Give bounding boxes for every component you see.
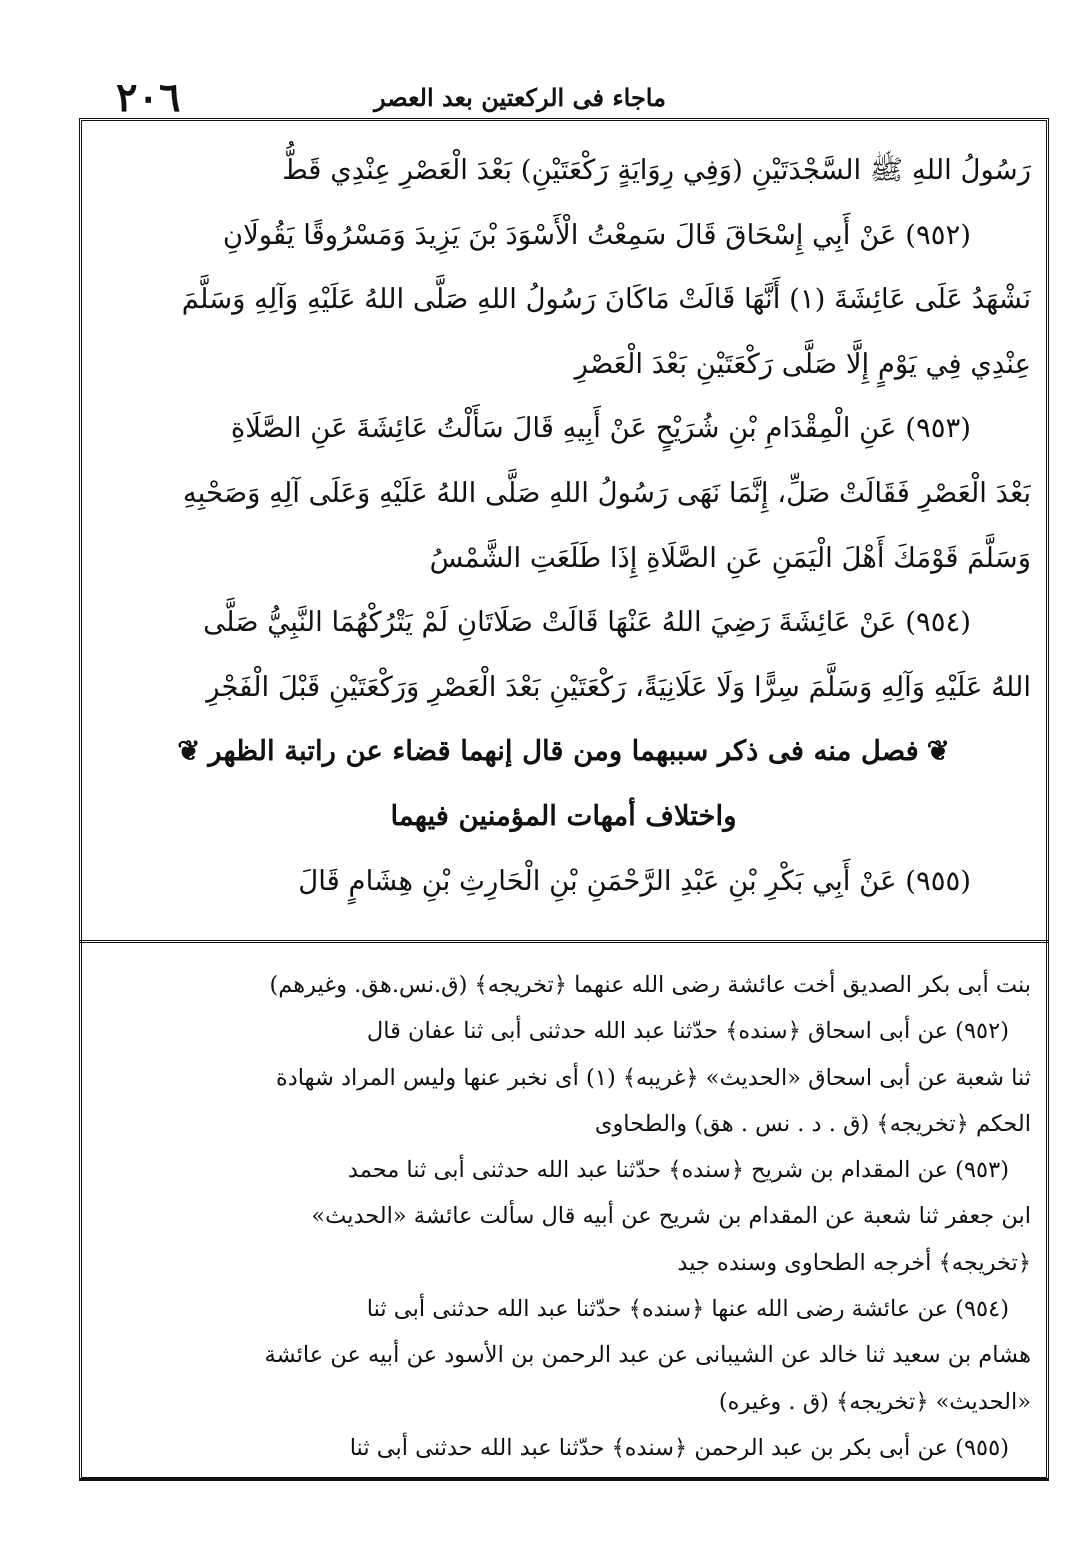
main-line-3: نَشْهَدُ عَلَى عَائِشَةَ (١) أَنَّهَا قَالَتْ مَاكَانَ رَسُولُ اللهِ صَلَّى اللهُ عَلَيْهِ وَآلِهِ وَسَلَّمَ xyxy=(181,283,1031,316)
note-line-1: بنت أبى بكر الصديق أخت عائشة رضى الله عنهما ﴿تخريجه﴾ (ق.نس.هق. وغيرهم) xyxy=(269,972,1031,998)
note-line-9: هشام بن سعيد ثنا خالد عن الشيبانى عن عبد الرحمن بن الأسود عن أبيه عن عائشة xyxy=(264,1342,1031,1369)
note-954: (٩٥٤) عن عائشة رضى الله عنها ﴿سنده﴾ حدّثنا عبد الله حدثنى أبى ثنا xyxy=(366,1296,1009,1323)
section-title-2: واختلاف أمهات المؤمنين فيهما xyxy=(390,799,737,832)
main-line-4: عِنْدِي فِي يَوْمٍ إِلَّا صَلَّى رَكْعَتَيْنِ بَعْدَ الْعَصْرِ xyxy=(574,347,1031,380)
note-line-6: ابن جعفر ثنا شعبة عن المقدام بن شريح عن أبيه قال سألت عائشة «الحديث» xyxy=(311,1203,1031,1230)
main-line-6: بَعْدَ الْعَصْرِ فَقَالَتْ صَلِّ، إِنَّمَا نَهَى رَسُولُ اللهِ صَلَّى اللهُ عَلَيْهِ وَعَلَى آلِهِ وَصَحْبِهِ xyxy=(182,476,1031,509)
note-line-3: ثنا شعبة عن أبى اسحاق «الحديث» ﴿غريبه﴾ (١) أى نخبر عنها وليس المراد شهادة xyxy=(275,1064,1031,1091)
ornament-right-icon: ❦ xyxy=(926,735,950,768)
main-line-1: رَسُولُ اللهِ ﷺ السَّجْدَتَيْنِ (وَفِي رِوَايَةٍ رَكْعَتَيْنِ) بَعْدَ الْعَصْرِ عِنْدِي قَطُّ xyxy=(282,154,1031,186)
bottom-rule xyxy=(79,1478,1049,1481)
footnote-divider xyxy=(79,940,1049,943)
hadith-952-start: (٩٥٢) عَنْ أَبِي إِسْحَاقَ قَالَ سَمِعْتُ الْأَسْوَدَ بْنَ يَزِيدَ وَمَسْرُوقًا يَقُولَانِ xyxy=(222,218,971,251)
note-953: (٩٥٣) عن المقدام بن شريح ﴿سنده﴾ حدّثنا عبد الله حدثنى أبى ثنا محمد xyxy=(347,1157,1009,1184)
main-text xyxy=(96,138,1031,913)
main-line-9: اللهُ عَلَيْهِ وَآلِهِ وَسَلَّمَ سِرًّا وَلَا عَلَانِيَةً، رَكْعَتَيْنِ بَعْدَ الْعَصْرِ وَرَكْعَتَيْنِ قَبْلَ الْفَجْرِ xyxy=(206,670,1031,703)
note-line-7: ﴿تخريجه﴾ أخرجه الطحاوى وسنده جيد xyxy=(677,1249,1031,1276)
note-line-10: «الحديث» ﴿تخريجه﴾ (ق . وغيره) xyxy=(718,1388,1031,1415)
hadith-955-start: (٩٥٥) عَنْ أَبِي بَكْرِ بْنِ عَبْدِ الرَّحْمَنِ بْنِ الْحَارِثِ بْنِ هِشَامٍ قَالَ xyxy=(298,864,971,897)
note-955: (٩٥٥) عن أبى بكر بن عبد الرحمن ﴿سنده﴾ حدّثنا عبد الله حدثنى أبى ثنا xyxy=(349,1434,1009,1461)
main-line-7: وَسَلَّمَ قَوْمَكَ أَهْلَ الْيَمَنِ عَنِ الصَّلَاةِ إِذَا طَلَعَتِ الشَّمْسُ xyxy=(429,541,1031,574)
note-line-4: الحكم ﴿تخريجه﴾ (ق . د . نس . هق) والطحاوى xyxy=(594,1110,1031,1137)
ornament-left-icon: ❦ xyxy=(177,735,201,768)
hadith-954-start: (٩٥٤) عَنْ عَائِشَةَ رَضِيَ اللهُ عَنْهَا قَالَتْ صَلَاتَانِ لَمْ يَتْرُكْهُمَا النَّبِيُّ صَلَّى xyxy=(203,606,971,639)
footnotes xyxy=(96,962,1031,1471)
running-title: ماجاء فى الركعتين بعد العصر xyxy=(374,83,666,112)
note-952: (٩٥٢) عن أبى اسحاق ﴿سنده﴾ حدّثنا عبد الله حدثنى أبى ثنا عفان قال xyxy=(366,1018,1009,1045)
section-title-1: فصل منه فى ذكر سببهما ومن قال إنهما قضاء عن راتبة الظهر xyxy=(208,735,919,768)
section-heading xyxy=(96,719,1031,784)
page-number: ٢٠٦ xyxy=(116,74,181,121)
hadith-953-start: (٩٥٣) عَنِ الْمِقْدَامِ بْنِ شُرَيْحٍ عَنْ أَبِيهِ قَالَ سَأَلْتُ عَائِشَةَ عَنِ الصَّلَاةِ xyxy=(230,412,971,445)
